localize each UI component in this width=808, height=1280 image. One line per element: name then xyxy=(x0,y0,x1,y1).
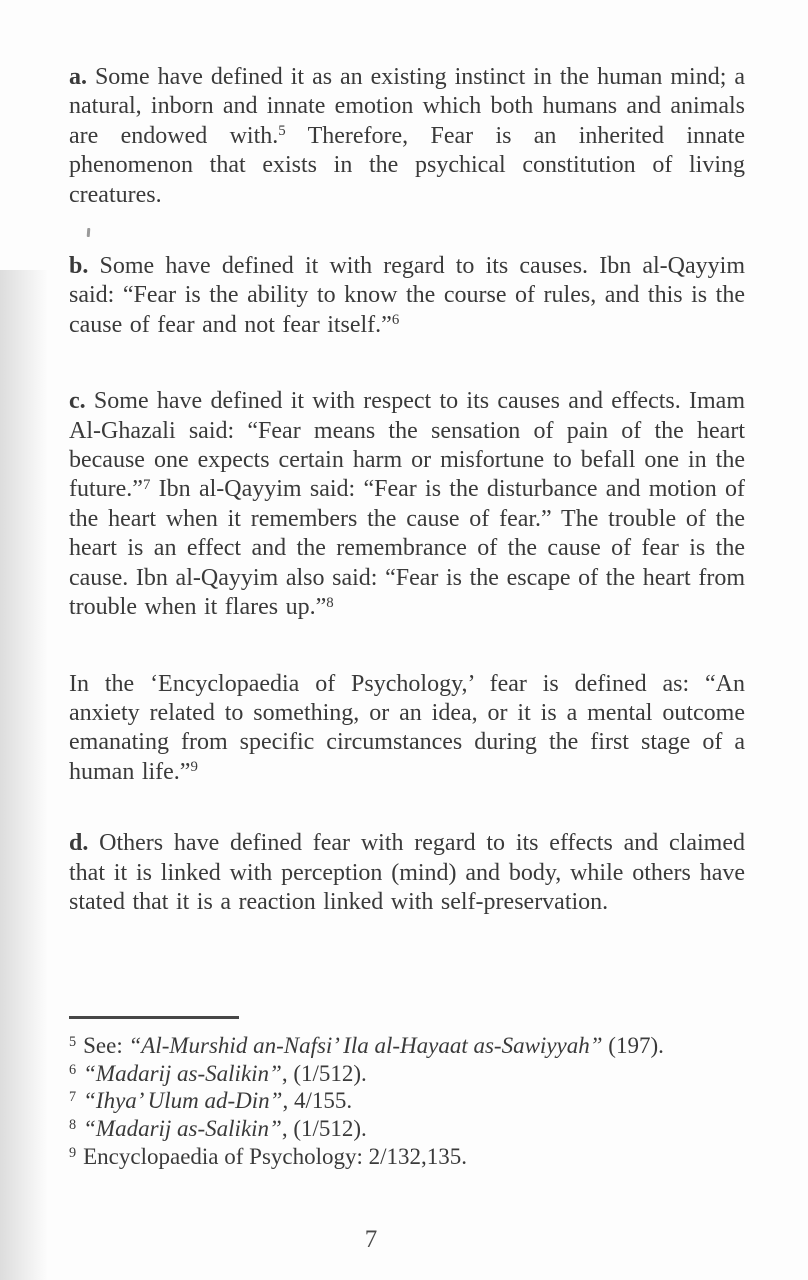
footnote-ref-6: 6 xyxy=(391,312,400,329)
footnote-6-title: “Madarij as-Salikin” xyxy=(83,1060,282,1086)
paragraph-d-text: Others have defined fear with regard to its effects and claimed that it is linked with perception (mind) and body, while others have stated that it is a reaction linked with self-preservation. xyxy=(69,830,745,915)
footnote-separator-rule xyxy=(69,1016,239,1019)
paragraph-c-text-1: Some have defined it with respect to its causes and effects. Imam Al-Ghazali said: “Fear means the sensation of pain of the heart because one expects certain harm or misfortune to befall one in the future.” xyxy=(69,388,745,503)
footnote-5-title: “Al-Murshid an-Nafsi’ Ila al-Hayaat as-Sawiyyah” xyxy=(128,1033,603,1058)
footnote-6-marker: 6 xyxy=(69,1061,77,1078)
footnote-7-post: , 4/155. xyxy=(282,1088,353,1114)
footnote-5-post: (197). xyxy=(602,1033,664,1058)
footnote-5-pre: See: xyxy=(83,1033,129,1058)
paragraph-a-text-1: Some have defined it as an existing instinct in the human mind; a natural, inborn and innate emotion which both humans and animals are endowed with. xyxy=(69,64,745,149)
footnote-8-marker: 8 xyxy=(69,1116,77,1133)
page-gutter-shadow xyxy=(0,270,48,1280)
footnote-ref-9: 9 xyxy=(190,759,198,776)
paragraph-c-lead: c. xyxy=(69,388,86,415)
footnote-9-pre: Encyclopaedia of Psychology: 2/132,135. xyxy=(83,1143,468,1169)
paragraph-encyclopaedia xyxy=(69,670,745,788)
paragraph-a xyxy=(69,63,745,210)
footnote-8 xyxy=(69,1115,745,1143)
paragraph-b-text: Some have defined it with regard to its causes. Ibn al-Qayyim said: “Fear is the ability to know the course of rules, and this is the cause of fear and not fear itself.” xyxy=(69,253,745,338)
paragraph-d-lead: d. xyxy=(69,830,89,857)
footnote-8-title: “Madarij as-Salikin” xyxy=(83,1116,282,1142)
footnote-7-title: “Ihya’ Ulum ad-Din” xyxy=(83,1088,283,1114)
footnote-5 xyxy=(69,1032,745,1060)
paragraph-d xyxy=(69,829,745,917)
footnote-9 xyxy=(69,1143,745,1171)
paragraph-b-lead: b. xyxy=(69,253,89,280)
footnote-ref-7: 7 xyxy=(142,477,151,494)
footnote-ref-8: 8 xyxy=(326,594,334,611)
main-text-block xyxy=(69,63,745,959)
paragraph-a-text-2: Therefore, Fear is an inherited innate phenomenon that exists in the psychical constitution of living creatures. xyxy=(69,122,746,208)
paragraph-b xyxy=(69,252,745,340)
footnote-7 xyxy=(69,1087,745,1115)
footnote-ref-5: 5 xyxy=(278,123,286,140)
paragraph-a-lead: a. xyxy=(69,64,87,90)
footnote-6 xyxy=(69,1060,745,1088)
footnote-7-marker: 7 xyxy=(69,1089,77,1106)
footnote-6-post: , (1/512). xyxy=(281,1060,367,1086)
footnote-8-post: , (1/512). xyxy=(281,1116,367,1142)
paragraph-c xyxy=(69,387,745,622)
paragraph-c-text-2: Ibn al-Qayyim said: “Fear is the disturbance and motion of the heart when it remembers the cause of fear.” The trouble of the heart is an effect and the remembrance of the cause of fear is the cause. Ibn al-Qayyim also said: “Fear is the escape of the heart from trouble when it flares up.” xyxy=(69,476,745,621)
page-number: 7 xyxy=(364,1226,378,1253)
footnote-section xyxy=(69,1016,745,1171)
paragraph-encyclopaedia-text: In the ‘Encyclopaedia of Psychology,’ fear is defined as: “An anxiety related to something, or an idea, or it is a mental outcome emanating from specific circumstances during the first stage of a human life.” xyxy=(69,670,745,785)
footnote-9-marker: 9 xyxy=(69,1144,77,1161)
footnote-5-marker: 5 xyxy=(69,1033,77,1050)
